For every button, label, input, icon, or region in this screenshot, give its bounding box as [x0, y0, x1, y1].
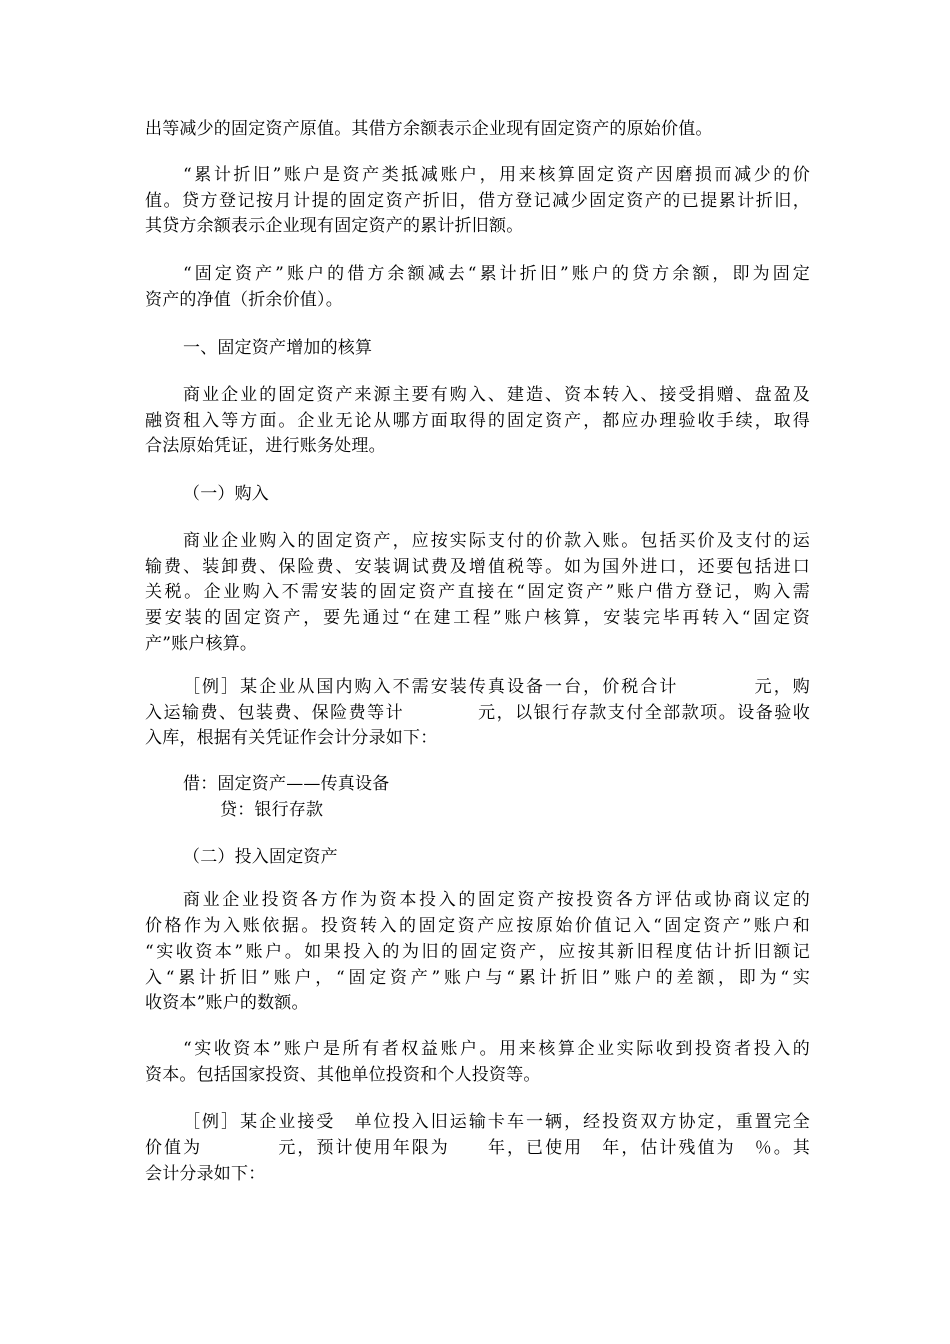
paragraph-line: 商业企业购入的固定资产，应按实际支付的价款入账。包括买价及支付的运: [183, 531, 810, 551]
section-heading: 一、固定资产增加的核算: [183, 338, 373, 358]
paragraph-line: 产”账户核算。: [145, 634, 258, 654]
paragraph-line: 商业企业的固定资产来源主要有购入、建造、资本转入、接受捐赠、盘盈及: [183, 385, 810, 405]
example-line: ［例］某企业从国内购入不需安装传真设备一台，价税合计 元，购: [183, 677, 810, 697]
example-line: 入运输费、包装费、保险费等计 元，以银行存款支付全部款项。设备验收: [145, 703, 810, 723]
paragraph-line: 商业企业投资各方作为资本投入的固定资产按投资各方评估或协商议定的: [183, 890, 810, 910]
paragraph-line: 收资本”账户的数额。: [145, 993, 309, 1013]
paragraph-line: “实收资本”账户是所有者权益账户。用来核算企业实际收到投资者投入的: [183, 1039, 810, 1059]
paragraph-line: 入“累计折旧”账户，“固定资产”账户与“累计折旧”账户的差额，即为“实: [145, 968, 810, 988]
example-line: 价值为 元，预计使用年限为 年，已使用 年，估计残值为 ％。其: [145, 1138, 810, 1158]
paragraph-line: 价格作为入账依据。投资转入的固定资产应按原始价值记入“固定资产”账户和: [145, 916, 810, 936]
paragraph-line: 资产的净值（折余价值）。: [145, 290, 343, 310]
paragraph-line: “实收资本”账户。如果投入的为旧的固定资产，应按其新旧程度估计折旧额记: [145, 942, 810, 962]
paragraph-line: 资本。包括国家投资、其他单位投资和个人投资等。: [145, 1065, 541, 1085]
subsection-heading: （二）投入固定资产: [183, 847, 338, 867]
paragraph-line: 其贷方余额表示企业现有固定资产的累计折旧额。: [145, 216, 524, 236]
example-line: 入库，根据有关凭证作会计分录如下：: [145, 728, 438, 748]
paragraph-line: 要安装的固定资产，要先通过“在建工程”账户核算，安装完毕再转入“固定资: [145, 608, 810, 628]
example-line: ［例］某企业接受 单位投入旧运输卡车一辆，经投资双方协定，重置完全: [183, 1112, 810, 1132]
paragraph-line: 融资租入等方面。企业无论从哪方面取得的固定资产，都应办理验收手续，取得: [145, 411, 810, 431]
paragraph-line: “累计折旧”账户是资产类抵减账户，用来核算固定资产因磨损而减少的价: [183, 165, 810, 185]
paragraph-line: 值。贷方登记按月计提的固定资产折旧，借方登记减少固定资产的已提累计折旧，: [145, 191, 810, 211]
paragraph-line: 输费、装卸费、保险费、安装调试费及增值税等。如为国外进口，还要包括进口: [145, 557, 810, 577]
paragraph-line: 出等减少的固定资产原值。其借方余额表示企业现有固定资产的原始价值。: [145, 119, 713, 139]
example-line: 会计分录如下：: [145, 1164, 266, 1184]
subsection-heading: （一）购入: [183, 484, 269, 504]
journal-credit-line: 贷：银行存款: [220, 800, 324, 820]
journal-debit-line: 借：固定资产——传真设备: [183, 774, 390, 794]
paragraph-line: 合法原始凭证，进行账务处理。: [145, 436, 386, 456]
paragraph-line: “固定资产”账户的借方余额减去“累计折旧”账户的贷方余额，即为固定: [183, 264, 810, 284]
paragraph-line: 关税。企业购入不需安装的固定资产直接在“固定资产”账户借方登记，购入需: [145, 582, 810, 602]
